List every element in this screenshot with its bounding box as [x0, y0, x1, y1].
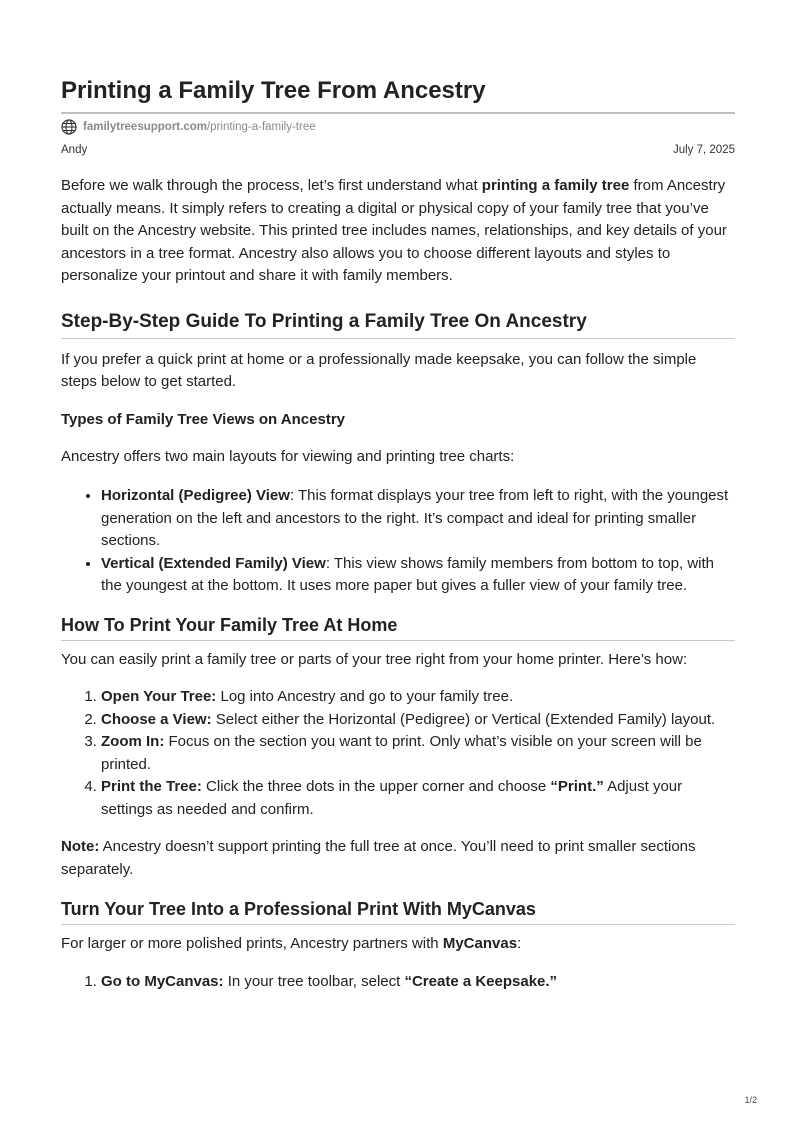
- article-meta: [61, 144, 735, 156]
- note-paragraph: Note: Ancestry doesn’t support printing the full tree at once. You’ll need to print smaller sections separately.: [61, 838, 696, 878]
- source-domain: familytreesupport.com: [83, 121, 207, 133]
- article-body: [61, 175, 735, 993]
- numbered-list: [61, 971, 735, 994]
- subheading: Types of Family Tree Views on Ancestry: [61, 410, 345, 428]
- source-link[interactable]: [61, 118, 316, 136]
- list-item: • Horizontal (Pedigree) View: This format displays your tree from left to right, with the youngest generation on the left and ancestors to the right. It’s compact and ideal for printing smaller sections.: [101, 485, 735, 553]
- paragraph: Ancestry offers two main layouts for viewing and printing tree charts:: [61, 447, 515, 465]
- page-number: 1/2: [744, 1095, 757, 1105]
- publish-date: July 7, 2025: [672, 144, 735, 156]
- list-item: 1. Go to MyCanvas: In your tree toolbar, select “Create a Keepsake.”: [101, 971, 735, 994]
- list-item: 2. Choose a View: Select either the Horizontal (Pedigree) or Vertical (Extended Family) layout.: [101, 709, 735, 732]
- section-heading: Step-By-Step Guide To Printing a Family Tree On Ancestry: [61, 309, 735, 339]
- globe-icon: [61, 119, 77, 135]
- paragraph: You can easily print a family tree or parts of your tree right from your home printer. Here’s how:: [61, 650, 688, 668]
- section-heading: Turn Your Tree Into a Professional Print With MyCanvas: [61, 896, 735, 925]
- paragraph: If you prefer a quick print at home or a professionally made keepsake, you can follow the simple steps below to get started.: [61, 350, 697, 390]
- bullet-list: [61, 485, 735, 598]
- author: Andy: [61, 144, 88, 156]
- source-path: /printing-a-family-tree: [206, 121, 316, 133]
- list-item: 3. Zoom In: Focus on the section you want to print. Only what’s visible on your screen will be printed.: [101, 731, 735, 776]
- list-item: 1. Open Your Tree: Log into Ancestry and go to your family tree.: [101, 686, 735, 709]
- list-item: 4. Print the Tree: Click the three dots in the upper corner and choose “Print.” Adjust your settings as needed and confirm.: [101, 776, 735, 821]
- list-item: • Vertical (Extended Family) View: This view shows family members from bottom to top, with the youngest at the bottom. It uses more paper but gives a fuller view of your family tree.: [101, 553, 735, 598]
- paragraph: For larger or more polished prints, Ancestry partners with MyCanvas:: [61, 935, 522, 952]
- numbered-list: [61, 686, 735, 821]
- section-heading: How To Print Your Family Tree At Home: [61, 612, 735, 641]
- intro-paragraph: Before we walk through the process, let’s first understand what printing a family tree from Ancestry actually means. It simply refers to creating a digital or physical copy of your family tree that you’ve built on the Ancestry website. This printed tree includes names, relationships, and key details of your ancestors in a tree format. Ancestry also allows you to choose different layouts and styles to personalize your printout and share it with family members.: [61, 177, 727, 284]
- page-title: Printing a Family Tree From Ancestry: [61, 76, 735, 114]
